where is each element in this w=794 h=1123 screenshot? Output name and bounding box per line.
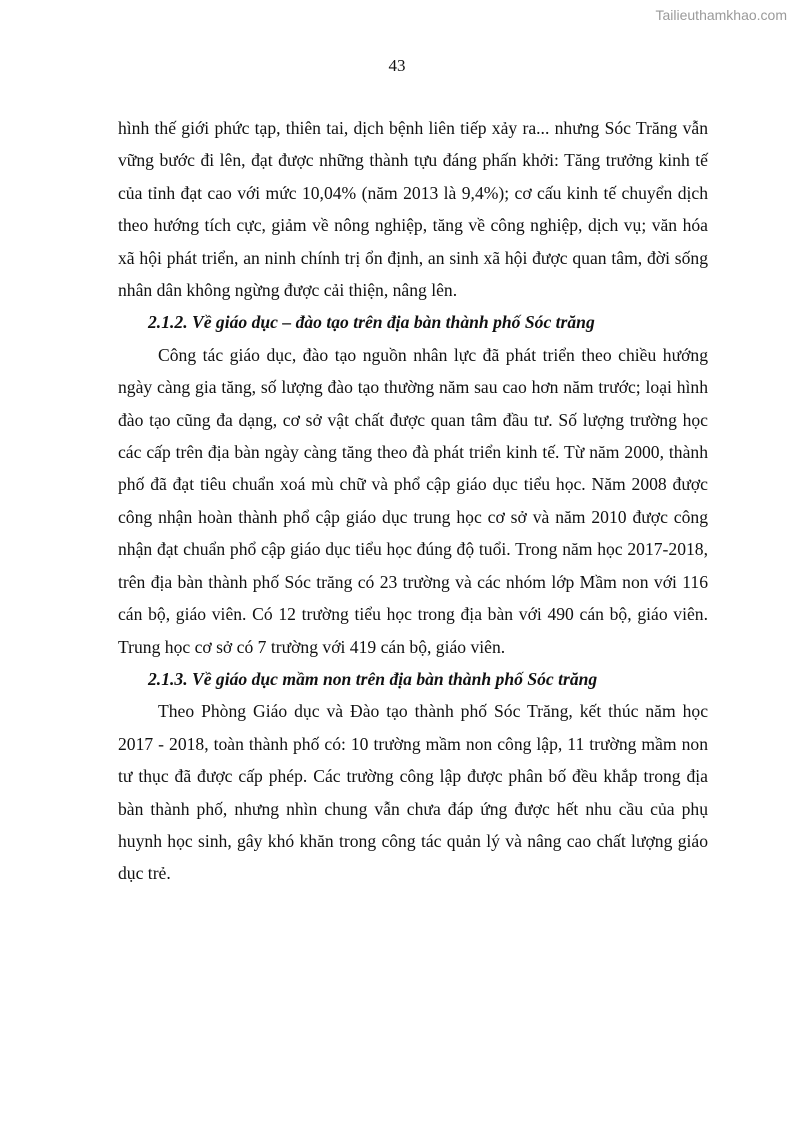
page-number: 43 xyxy=(388,56,406,75)
document-body xyxy=(118,112,708,890)
section-paragraph-2-1-2: Công tác giáo dục, đào tạo nguồn nhân lực đã phát triển theo chiều hướng ngày càng gia tăng, số lượng đào tạo thường năm sau cao hơn năm trước; loại hình đào tạo cũng đa dạng, cơ sở vật chất được quan tâm đầu tư. Số lượng trường học các cấp trên địa bàn ngày càng tăng theo đà phát triển kinh tế. Từ năm 2000, thành phố đã đạt tiêu chuẩn xoá mù chữ và phổ cập giáo dục tiểu học. Năm 2008 được công nhận hoàn thành phổ cập giáo dục trung học cơ sở và năm 2010 được công nhận đạt chuẩn phổ cập giáo dục tiểu học đúng độ tuổi. Trong năm học 2017-2018, trên địa bàn thành phố Sóc trăng có 23 trường và các nhóm lớp Mầm non với 116 cán bộ, giáo viên. Có 12 trường tiểu học trong địa bàn với 490 cán bộ, giáo viên. Trung học cơ sở có 7 trường với 419 cán bộ, giáo viên. xyxy=(118,344,708,657)
intro-paragraph: hình thế giới phức tạp, thiên tai, dịch bệnh liên tiếp xảy ra... nhưng Sóc Trăng vẫn vững bước đi lên, đạt được những thành tựu đáng phấn khởi: Tăng trưởng kinh tế của tỉnh đạt cao với mức 10,04% (năm 2013 là 9,4%); cơ cấu kinh tế chuyển dịch theo hướng tích cực, giảm về nông nghiệp, tăng về công nghiệp, dịch vụ; văn hóa xã hội phát triển, an ninh chính trị ổn định, an sinh xã hội được quan tâm, đời sống nhân dân không ngừng được cải thiện, nâng lên. xyxy=(118,118,708,301)
watermark-text: Tailieuthamkhao.com xyxy=(655,7,787,23)
section-heading-2-1-2: 2.1.2. Về giáo dục – đào tạo trên địa bàn thành phố Sóc trăng xyxy=(148,312,595,333)
section-paragraph-2-1-3: Theo Phòng Giáo dục và Đào tạo thành phố Sóc Trăng, kết thúc năm học 2017 - 2018, toàn thành phố có: 10 trường mầm non công lập, 11 trường mầm non tư thục đã được cấp phép. Các trường công lập được phân bố đều khắp trong địa bàn thành phố, nhưng nhìn chung vẫn chưa đáp ứng được hết nhu cầu của phụ huynh học sinh, gây khó khăn trong công tác quản lý và nâng cao chất lượng giáo dục trẻ. xyxy=(118,701,708,884)
section-heading-2-1-3: 2.1.3. Về giáo dục mầm non trên địa bàn thành phố Sóc trăng xyxy=(148,668,598,689)
